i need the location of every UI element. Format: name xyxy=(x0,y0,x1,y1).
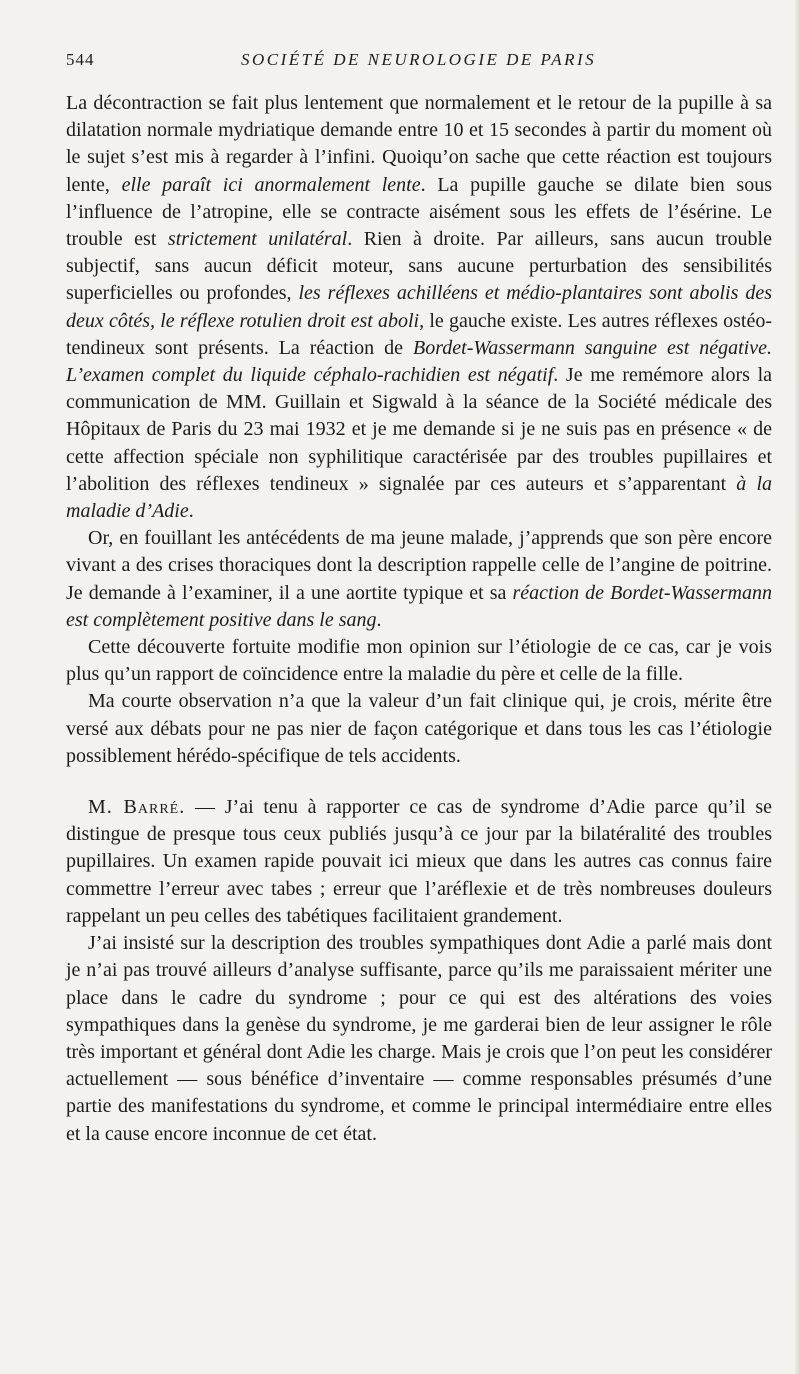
text-run: . La pupille gauche se dilate bien sous l’influence de l’atropine, elle se contracte aisément sous les effets de l’ésérine. Le trouble est xyxy=(66,173,772,251)
text-run: . xyxy=(376,608,382,631)
paragraph-6: J’ai insisté sur la description des troubles sympathiques dont Adie a parlé mais dont je n’ai pas trouvé ailleurs d’analyse suffisante, parce qu’ils me paraissaient mériter une place dans le cadre du syndrome ; pour ce qui est des altérations des voies sympathiques dans la genèse du syndrome, je me garderai bien de leur assigner le rôle très important et général dont Adie les charge. Mais je crois que l’on peut les considérer actuellement — sous bénéfice d’inventaire — comme responsables présumés d’une partie des manifestations du syndrome, et comme le principal intermédiaire entre elles et la cause encore inconnue de cet état. xyxy=(66,932,772,1145)
italic-run: strictement unilatéral xyxy=(167,228,348,251)
speaker-name: M. Barré. xyxy=(88,796,186,819)
italic-run: à la maladie d’Adie xyxy=(66,472,773,523)
text-run: — J’ai tenu à rapporter ce cas de syndrome d’Adie parce qu’il se distingue de presque tous ceux publiés jusqu’à ce jour par la bilatéralité des troubles pupillaires. Un examen rapide pouvait ici mieux que dans les autres cas connus faire commettre l’erreur avec tabes ; erreur que l’aréflexie et de très nombreuses douleurs rappelant un peu celles des tabétiques facilitaient grandement. xyxy=(66,796,772,927)
paragraph-4: Ma courte observation n’a que la valeur d’un fait clinique qui, je crois, mérite être versé aux débats pour ne pas nier de façon catégorique et dans tous les cas l’étiologie possiblement hérédo-spécifique de tels accidents. xyxy=(66,690,772,767)
page-number: 544 xyxy=(66,50,95,69)
running-head: SOCIÉTÉ DE NEUROLOGIE DE PARIS xyxy=(241,50,597,69)
paragraph-3: Cette découverte fortuite modifie mon opinion sur l’étiologie de ce cas, car je vois plus qu’un rapport de coïncidence entre la maladie du père et celle de la fille. xyxy=(66,636,772,686)
paragraph-1 xyxy=(66,90,772,525)
text-run: . Je me remémore alors la communication de MM. Guillain et Sigwald à la séance de la Société médicale des Hôpitaux de Paris du 23 mai 1932 et je me demande si je ne suis pas en présence « de cette affection spéciale non syphilitique caractérisée par des troubles pupillaires et l’abolition des réflexes tendineux » signalée par ces auteurs et s’apparentant xyxy=(66,364,773,495)
page-edge xyxy=(794,0,800,1374)
italic-run: elle paraît ici anormalement lente xyxy=(121,173,421,196)
italic-run: les réflexes achilléens et médio-plantaires sont abolis des deux côtés, le réflexe rotulien droit est aboli, xyxy=(66,282,772,332)
page-header xyxy=(66,50,772,90)
paragraph-5 xyxy=(66,794,772,930)
text-run: Or, en fouillant les antécédents de ma jeune malade, j’apprends que son père encore vivant a des crises thoraciques dont la description rappelle celle de l’angine de poitrine. Je demande à l’examiner, il a une aortite typique et sa xyxy=(66,527,772,604)
italic-run: réaction de Bordet-Wassermann est complètement positive dans le sang xyxy=(66,581,772,631)
italic-run: Bordet-Wassermann sanguine est négative. L’examen complet du liquide céphalo-rachidien est négatif xyxy=(66,336,772,387)
text-run: . Rien à droite. Par ailleurs, sans aucun trouble subjectif, sans aucun déficit moteur, sans aucune perturbation des sensibilités superficielles ou profondes, xyxy=(66,228,772,305)
text-run: . xyxy=(188,500,194,523)
paragraph-2 xyxy=(66,525,772,634)
text-run: le gauche existe. Les autres réflexes ostéo-tendineux sont présents. La réaction de xyxy=(66,309,772,359)
text-run: La décontraction se fait plus lentement que normalement et le retour de la pupille à sa dilatation normale mydriatique demande entre 10 et 15 secondes à partir du moment où le sujet s’est mis à regarder à l’infini. Quoiqu’on sache que cette réaction est toujours lente, xyxy=(66,92,772,196)
